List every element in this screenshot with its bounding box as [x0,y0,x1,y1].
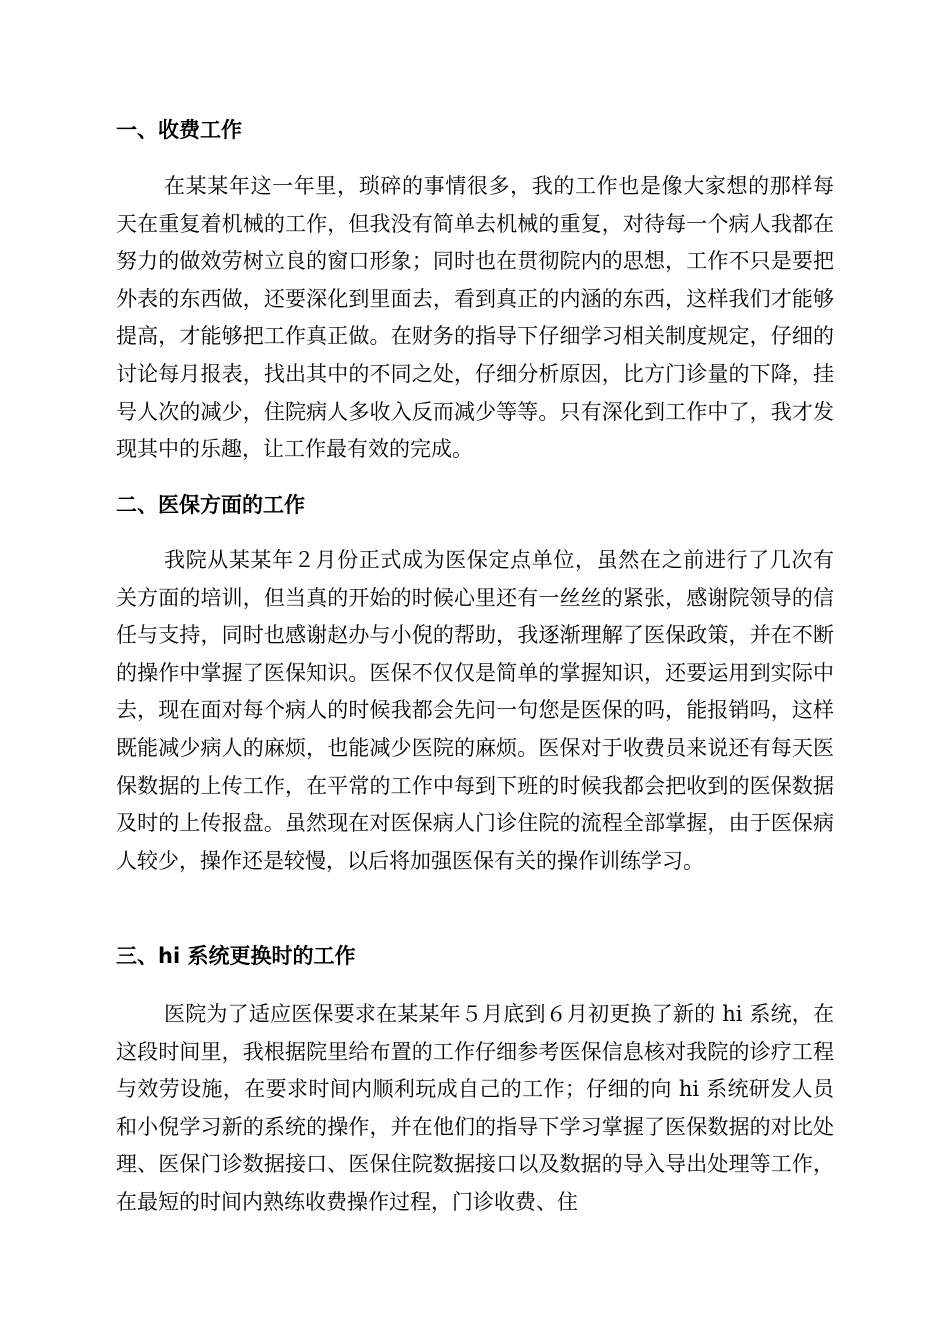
section-paragraph-fee-work: 在某某年这一年里，琐碎的事情很多，我的工作也是像大家想的那样每天在重复着机械的工作，但我没有简单去机械的重复，对待每一个病人我都在努力的做效劳树立良的窗口形象；同时也在贯彻院内的思想，工作不只是要把外表的东西做，还要深化到里面去，看到真正的内涵的东西，这样我们才能够提高，才能够把工作真正做。在财务的指导下仔细学习相关制度规定，仔细的讨论每月报表，找出其中的不同之处，仔细分析原因，比方门诊量的下降，挂号人次的减少，住院病人多收入反而减少等等。只有深化到工作中了，我才发现其中的乐趣，让工作最有效的完成。 [116,174,834,462]
section-paragraph-medical-insurance: 我院从某某年２月份正式成为医保定点单位，虽然在之前进行了几次有关方面的培训，但当真的开始的时候心里还有一丝丝的紧张，感谢院领导的信任与支持，同时也感谢赵办与小倪的帮助，我逐渐理解了医保政策，并在不断的操作中掌握了医保知识。医保不仅仅是简单的掌握知识，还要运用到实际中去，现在面对每个病人的时候我都会先问一句您是医保的吗，能报销吗，这样既能减少病人的麻烦，也能减少医院的麻烦。医保对于收费员来说还有每天医保数据的上传工作，在平常的工作中每到下班的时候我都会把收到的医保数据及时的上传报盘。虽然现在对医保病人门诊住院的流程全部掌握，由于医保病人较少，操作还是较慢，以后将加强医保有关的操作训练学习。 [116,548,834,873]
section-heading-system-replacement: 三、hi 系统更换时的工作 [116,944,356,968]
section-heading-medical-insurance: 二、医保方面的工作 [116,493,305,517]
section-heading-fee-work: 一、收费工作 [116,118,242,142]
section-paragraph-system-replacement: 医院为了适应医保要求在某某年５月底到６月初更换了新的 hi 系统，在这段时间里，我根据院里给布置的工作仔细参考医保信息核对我院的诊疗工程与效劳设施，在要求时间内顺利玩成自己的工作；仔细的向 hi 系统研发人员和小倪学习新的系统的操作，并在他们的指导下学习掌握了医保数据的对比处理、医保门诊数据接口、医保住院数据接口以及数据的导入导出处理等工作，在最短的时间内熟练收费操作过程，门诊收费、住 [116,1002,834,1214]
